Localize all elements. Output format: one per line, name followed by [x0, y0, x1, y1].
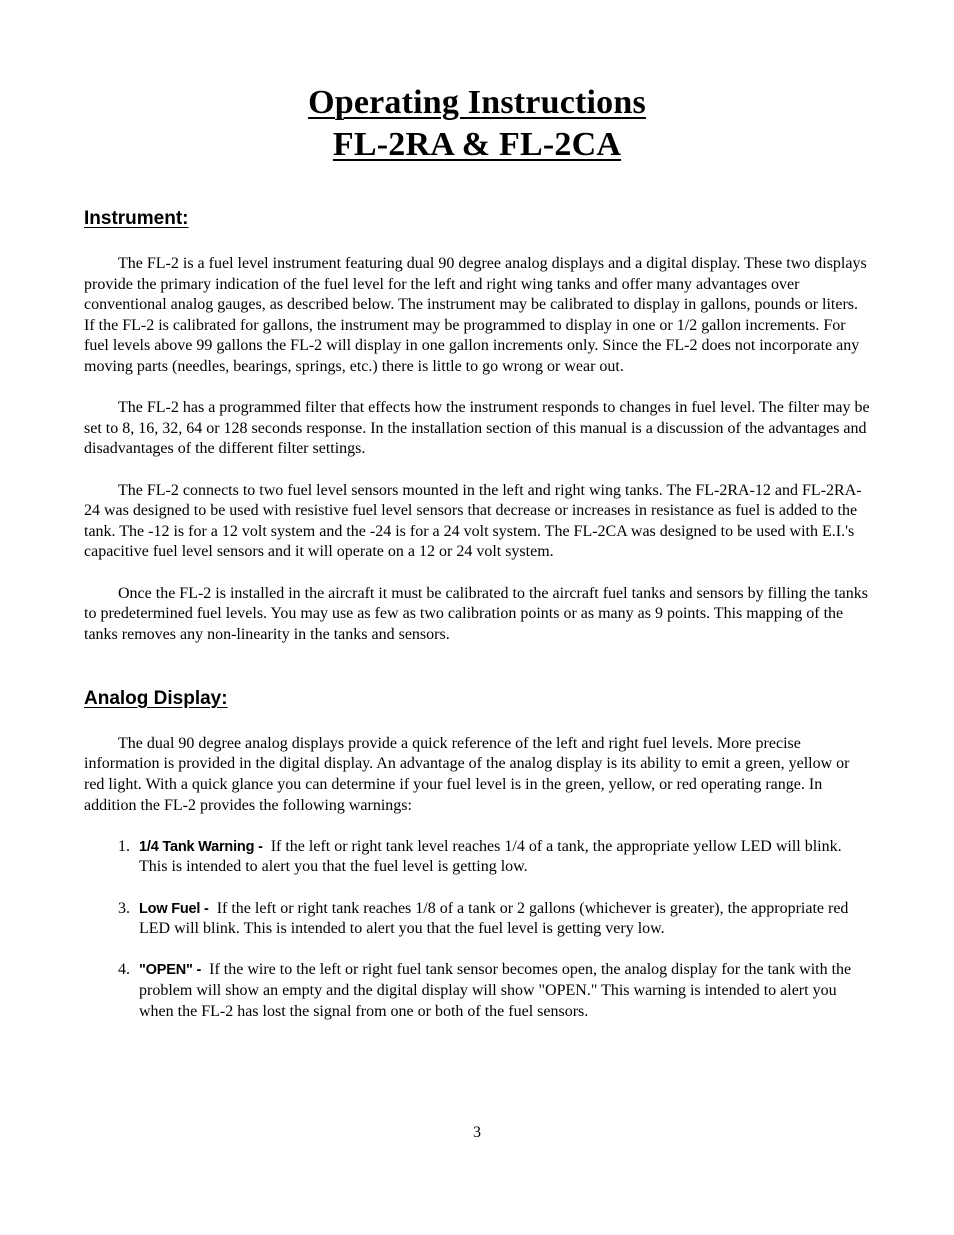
document-page — [84, 82, 870, 1043]
title-block — [84, 82, 870, 166]
warning-label: 1/4 Tank Warning - — [139, 838, 263, 855]
analog-display-heading: Analog Display: — [84, 687, 228, 709]
warning-text: If the left or right tank reaches 1/8 of a tank or 2 gallons (whichever is greater), the appropriate red LED will blink. This is intended to alert you that the fuel level is getting very low. — [139, 899, 849, 938]
warning-text: If the wire to the left or right fuel tank sensor becomes open, the analog display for the tank with the problem will show an empty and the digital display will show "OPEN." This warning is intended to alert you when the FL-2 has lost the signal from one or both of the fuel sensors. — [139, 961, 852, 1020]
warning-item-open — [84, 960, 870, 1022]
analog-intro-paragraph: The dual 90 degree analog displays provide a quick reference of the left and right fuel levels. More precise information is provided in the digital display. An advantage of the analog display is its ability to emit a green, yellow or red light. With a quick glance you can determine if your fuel level is in the green, yellow, or red operating range. In addition the FL-2 provides the following warnings: — [84, 734, 850, 814]
instrument-paragraph-1: The FL-2 is a fuel level instrument featuring dual 90 degree analog displays and a digital display. These two displays provide the primary indication of the fuel level for the left and right wing tanks and offer many advantages over conventional analog gauges, as described below. The instrument may be calibrated to display in gallons, pounds or liters. If the FL-2 is calibrated for gallons, the instrument may be programmed to display in one or 1/2 gallon increments. For fuel levels above 99 gallons the FL-2 will display in one gallon increments only. Since the FL-2 does not incorporate any moving parts (needles, bearings, springs, etc.) there is little to go wrong or wear out. — [84, 255, 867, 375]
warning-item-quarter-tank — [84, 837, 870, 878]
instrument-paragraph-2: The FL-2 has a programmed filter that effects how the instrument responds to changes in fuel level. The filter may be set to 8, 16, 32, 64 or 128 seconds response. In the installation section of this manual is a discussion of the advantages and disadvantages of the different filter settings. — [84, 399, 870, 458]
warning-number: 3. — [118, 899, 130, 917]
warning-text: If the left or right tank level reaches 1/4 of a tank, the appropriate yellow LED will blink. This is intended to alert you that the fuel level is getting low. — [139, 837, 842, 876]
instrument-heading: Instrument: — [84, 208, 189, 229]
warning-label: Low Fuel - — [139, 900, 209, 917]
warnings-list — [84, 837, 870, 1022]
warning-number: 1. — [118, 837, 130, 855]
section-spacer — [84, 666, 870, 688]
page-subtitle: FL-2RA & FL-2CA — [332, 126, 622, 163]
page-title: Operating Instructions — [308, 84, 646, 121]
instrument-paragraph-3: The FL-2 connects to two fuel level sensors mounted in the left and right wing tanks. The FL-2RA-12 and FL-2RA-24 was designed to be used with resistive fuel level sensors that decrease or increases in resistance as fuel is added to the tank. The -12 is for a 12 volt system and the -24 is for a 24 volt system. The FL-2CA was designed to be used with E.I.'s capacitive fuel level sensors and it will operate on a 12 or 24 volt system. — [84, 481, 862, 561]
warning-label: "OPEN" - — [139, 962, 202, 979]
warning-item-low-fuel — [84, 899, 870, 940]
page-number: 3 — [473, 1124, 481, 1141]
warning-number: 4. — [118, 961, 130, 979]
instrument-paragraph-4: Once the FL-2 is installed in the aircraft it must be calibrated to the aircraft fuel tanks and sensors by filling the tanks to predetermined fuel levels. You may use as few as two calibration points or as many as 9 points. This mapping of the tanks removes any non-linearity in the tanks and sensors. — [84, 584, 868, 643]
